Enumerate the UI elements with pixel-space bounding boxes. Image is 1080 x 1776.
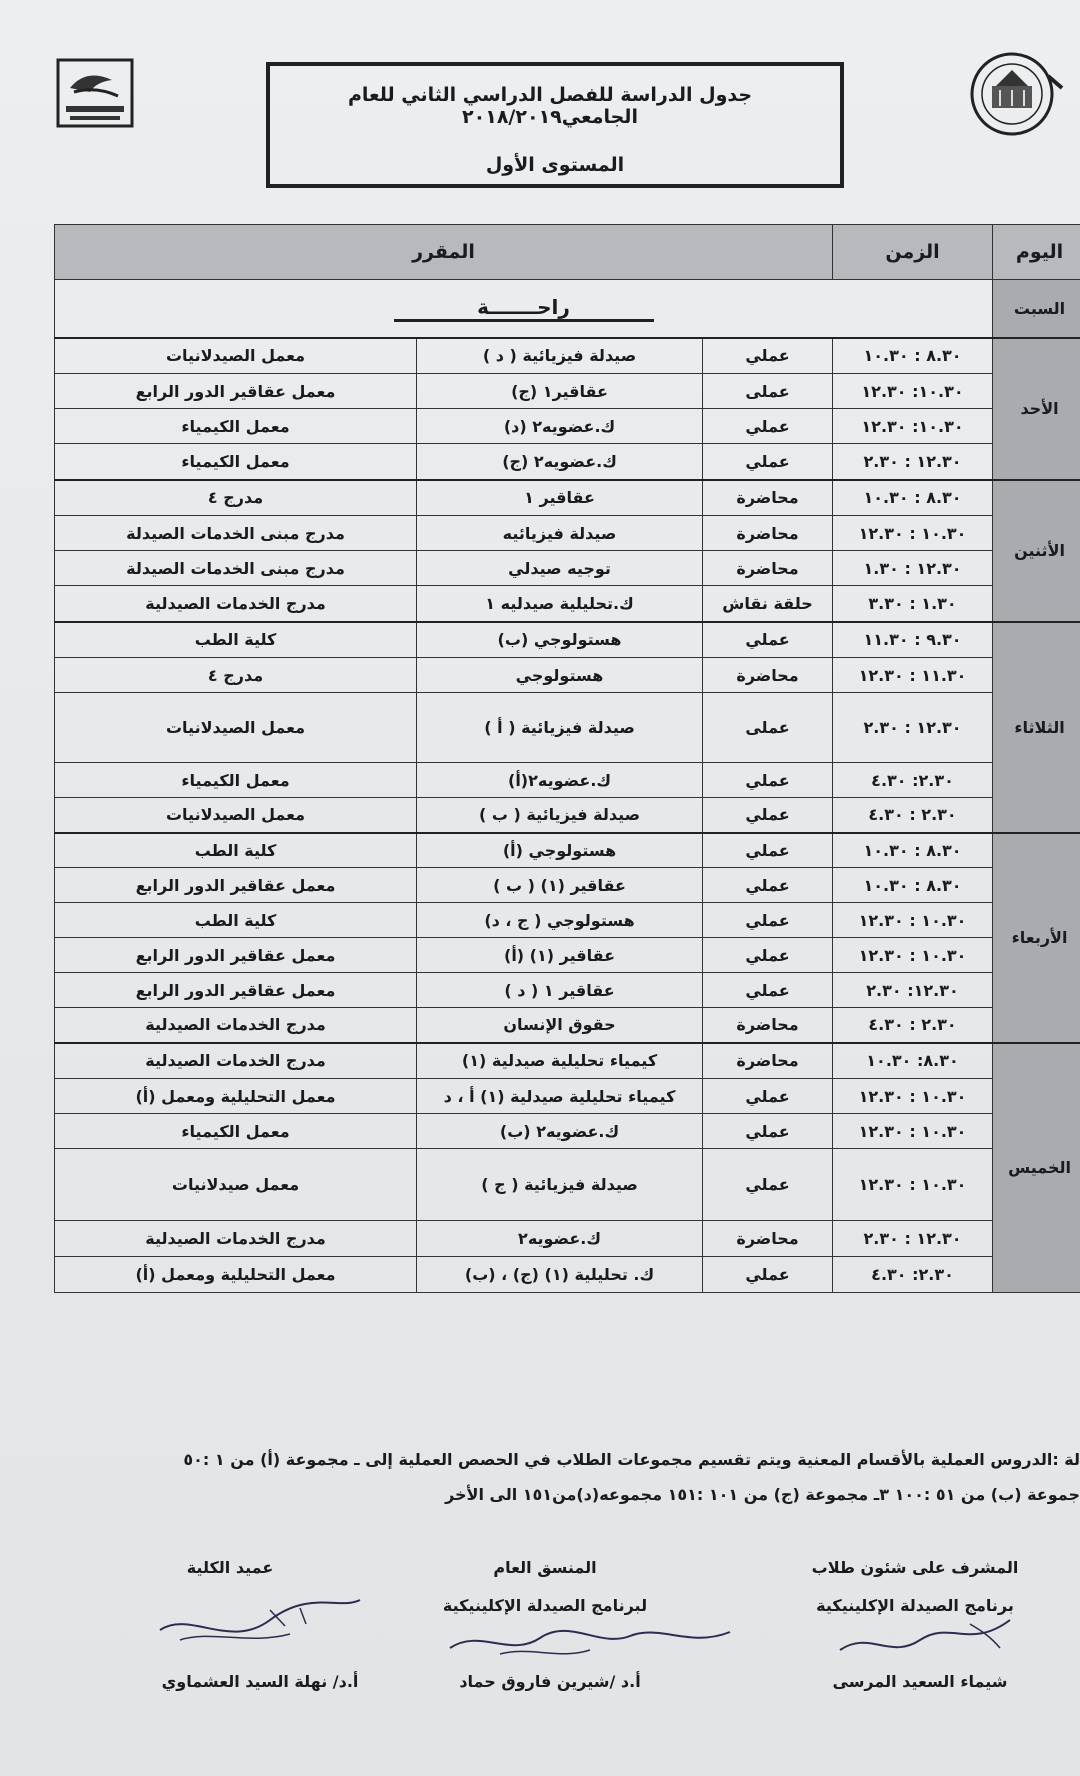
rest-label: راحـــــــة: [477, 294, 570, 319]
time-cell: ١.٣٠ : ٣.٣٠: [833, 586, 993, 622]
time-cell: ١٠.٣٠: ١٢.٣٠: [833, 374, 993, 409]
course-cell: هستولوجي (أ): [417, 833, 703, 868]
schedule-row: [55, 374, 1080, 409]
course-cell: عقاقير (١) (أ): [417, 938, 703, 973]
session-type-cell: عملي: [703, 763, 833, 798]
session-type-cell: عملى: [703, 374, 833, 409]
session-type-cell: محاضرة: [703, 516, 833, 551]
signature-left-title: عميد الكلية: [186, 1558, 274, 1577]
location-cell: معمل الكيمياء: [55, 444, 417, 480]
saturday-rest: [55, 280, 993, 338]
schedule-row: [55, 1114, 1080, 1149]
course-cell: عقاقير ١ ( د ): [417, 973, 703, 1008]
schedule-row: [55, 833, 1080, 868]
location-cell: معمل الصيدلانيات: [55, 338, 417, 374]
session-type-cell: محاضرة: [703, 658, 833, 693]
location-cell: مدرج الخدمات الصيدلية: [55, 1043, 417, 1079]
time-cell: ١٠.٣٠ : ١٢.٣٠: [833, 516, 993, 551]
session-type-cell: عملي: [703, 1257, 833, 1293]
session-type-cell: عملي: [703, 903, 833, 938]
schedule-row: [55, 551, 1080, 586]
schedule-row: [55, 1149, 1080, 1221]
session-type-cell: عملي: [703, 409, 833, 444]
schedule-row: [55, 1008, 1080, 1043]
course-cell: كيمياء تحليلية صيدلية (١): [417, 1043, 703, 1079]
time-cell: ٨.٣٠ : ١٠.٣٠: [833, 868, 993, 903]
time-cell: ٨.٣٠: ١٠.٣٠: [833, 1043, 993, 1079]
time-cell: ١١.٣٠ : ١٢.٣٠: [833, 658, 993, 693]
session-type-cell: عملي: [703, 622, 833, 658]
day-cell: الخميس: [993, 1043, 1080, 1293]
session-type-cell: عملي: [703, 1079, 833, 1114]
course-cell: صيدلة فيزيائية ( ب ): [417, 798, 703, 833]
course-cell: صيدلة فيزيائية ( أ ): [417, 693, 703, 763]
signature-right-program: برنامج الصيدلة الإكلينيكية: [816, 1596, 1014, 1615]
location-cell: مدرج ٤: [55, 480, 417, 516]
session-type-cell: محاضرة: [703, 1221, 833, 1257]
signature-right-name: شيماء السعيد المرسى: [832, 1672, 1008, 1691]
time-cell: ٢.٣٠ : ٤.٣٠: [833, 1008, 993, 1043]
schedule-row: [55, 938, 1080, 973]
signature-center-program: لبرنامج الصيدلة الإكلينيكية: [442, 1596, 648, 1615]
location-cell: مدرج مبنى الخدمات الصيدلة: [55, 551, 417, 586]
session-type-cell: عملي: [703, 798, 833, 833]
location-cell: كلية الطب: [55, 903, 417, 938]
schedule-row: [55, 658, 1080, 693]
time-cell: ١٠.٣٠ : ١٢.٣٠: [833, 1079, 993, 1114]
day-cell: الأثنين: [993, 480, 1080, 622]
time-cell: ١٢.٣٠ : ١.٣٠: [833, 551, 993, 586]
time-cell: ١٠.٣٠: ١٢.٣٠: [833, 409, 993, 444]
location-cell: معمل الكيمياء: [55, 763, 417, 798]
location-cell: معمل الكيمياء: [55, 1114, 417, 1149]
schedule-row: [55, 798, 1080, 833]
session-type-cell: عملي: [703, 444, 833, 480]
course-cell: ك.عضويه٢: [417, 1221, 703, 1257]
groups-note-line2: جموعة (ب) من ٥١ :١٠٠ ٣ـ مجموعة (ج) من ١٠١ :١٥١ مجموعه(د)من١٥١ الى الأخر: [445, 1485, 1080, 1504]
time-cell: ٢.٣٠ : ٤.٣٠: [833, 798, 993, 833]
time-cell: ٢.٣٠: ٤.٣٠: [833, 1257, 993, 1293]
location-cell: معمل عقاقير الدور الرابع: [55, 374, 417, 409]
groups-note-line1: لة :الدروس العملية بالأقسام المعنية ويتم تقسيم مجموعات الطلاب في الحصص العملية إلى ـ مجموعة (أ) من ١ :٥٠: [183, 1450, 1080, 1469]
schedule-row: [55, 868, 1080, 903]
location-cell: كلية الطب: [55, 833, 417, 868]
schedule-row: [55, 409, 1080, 444]
time-cell: ٩.٣٠ : ١١.٣٠: [833, 622, 993, 658]
pharmacy-faculty-logo: [56, 58, 134, 128]
course-cell: عقاقير (١) ( ب ): [417, 868, 703, 903]
schedule-row: [55, 973, 1080, 1008]
location-cell: مدرج ٤: [55, 658, 417, 693]
time-cell: ١٠.٣٠ : ١٢.٣٠: [833, 1149, 993, 1221]
location-cell: مدرج الخدمات الصيدلية: [55, 1221, 417, 1257]
session-type-cell: محاضرة: [703, 1043, 833, 1079]
location-cell: مدرج الخدمات الصيدلية: [55, 1008, 417, 1043]
title-box: [266, 62, 844, 188]
session-type-cell: محاضرة: [703, 480, 833, 516]
course-cell: ك.عضويه٢ (ج): [417, 444, 703, 480]
course-cell: ك. تحليلية (١) (ج) ، (ب): [417, 1257, 703, 1293]
location-cell: معمل التحليلية ومعمل (أ): [55, 1257, 417, 1293]
schedule-row: [55, 480, 1080, 516]
time-cell: ٨.٣٠ : ١٠.٣٠: [833, 833, 993, 868]
coordinator-handwritten-signature: [440, 1618, 740, 1668]
session-type-cell: عملي: [703, 938, 833, 973]
time-cell: ١٢.٣٠: ٢.٣٠: [833, 973, 993, 1008]
course-cell: حقوق الإنسان: [417, 1008, 703, 1043]
supervisor-handwritten-signature: [820, 1610, 1020, 1670]
document-title: جدول الدراسة للفصل الدراسي الثاني للعام الجامعي٢٠١٨/٢٠١٩: [347, 84, 753, 128]
course-cell: هستولوجي (ب): [417, 622, 703, 658]
course-cell: عقاقير١ (ج): [417, 374, 703, 409]
location-cell: مدرج مبنى الخدمات الصيدلة: [55, 516, 417, 551]
location-cell: معمل صيدلانيات: [55, 1149, 417, 1221]
time-cell: ١٠.٣٠ : ١٢.٣٠: [833, 1114, 993, 1149]
location-cell: مدرج الخدمات الصيدلية: [55, 586, 417, 622]
dean-handwritten-signature: [150, 1590, 370, 1660]
course-cell: صيدلة فيزيائية ( د ): [417, 338, 703, 374]
course-cell: توجيه صيدلي: [417, 551, 703, 586]
schedule-row: [55, 444, 1080, 480]
schedule-row: [55, 516, 1080, 551]
location-cell: كلية الطب: [55, 622, 417, 658]
location-cell: معمل عقاقير الدور الرابع: [55, 868, 417, 903]
level-subtitle: المستوى الأول: [485, 154, 625, 176]
session-type-cell: عملى: [703, 693, 833, 763]
schedule-row: [55, 338, 1080, 374]
course-cell: كيمياء تحليلية صيدلية (١) أ ، د: [417, 1079, 703, 1114]
location-cell: معمل الكيمياء: [55, 409, 417, 444]
signature-left-name: أ.د/ نهلة السيد العشماوي: [161, 1672, 359, 1691]
day-cell: الأربعاء: [993, 833, 1080, 1043]
schedule-row: [55, 693, 1080, 763]
column-header-course: المقرر: [55, 225, 833, 280]
course-cell: ك.تحليلية صيدليه ١: [417, 586, 703, 622]
signature-center-title: المنسق العام: [493, 1558, 597, 1577]
location-cell: معمل عقاقير الدور الرابع: [55, 973, 417, 1008]
day-cell: السبت: [993, 280, 1080, 338]
schedule-row: [55, 1079, 1080, 1114]
course-cell: صيدلة فيزيائية ( ج ): [417, 1149, 703, 1221]
course-cell: صيدلة فيزيائيه: [417, 516, 703, 551]
schedule-row: [55, 1221, 1080, 1257]
session-type-cell: محاضرة: [703, 551, 833, 586]
time-cell: ١٠.٣٠ : ١٢.٣٠: [833, 938, 993, 973]
schedule-row: [55, 622, 1080, 658]
session-type-cell: عملي: [703, 1114, 833, 1149]
schedule-row: [55, 1257, 1080, 1293]
rest-underline: [394, 319, 654, 322]
schedule-table: [54, 224, 1080, 1293]
course-cell: هستولوجي: [417, 658, 703, 693]
time-cell: ٨.٣٠ : ١٠.٣٠: [833, 480, 993, 516]
course-cell: ك.عضويه٢ (د): [417, 409, 703, 444]
day-cell: الثلاثاء: [993, 622, 1080, 833]
column-header-day: اليوم: [993, 225, 1080, 280]
location-cell: معمل عقاقير الدور الرابع: [55, 938, 417, 973]
time-cell: ١٢.٣٠ : ٢.٣٠: [833, 444, 993, 480]
session-type-cell: محاضرة: [703, 1008, 833, 1043]
time-cell: ١٢.٣٠ : ٢.٣٠: [833, 1221, 993, 1257]
session-type-cell: عملي: [703, 973, 833, 1008]
signature-right-title: المشرف على شئون طلاب: [811, 1558, 1019, 1577]
tanta-university-logo: [966, 46, 1064, 142]
course-cell: عقاقير ١: [417, 480, 703, 516]
location-cell: معمل التحليلية ومعمل (أ): [55, 1079, 417, 1114]
schedule-row: [55, 763, 1080, 798]
schedule-row: [55, 903, 1080, 938]
time-cell: ١٢.٣٠ : ٢.٣٠: [833, 693, 993, 763]
location-cell: معمل الصيدلانيات: [55, 693, 417, 763]
day-cell: الأحد: [993, 338, 1080, 480]
time-cell: ٢.٣٠: ٤.٣٠: [833, 763, 993, 798]
session-type-cell: عملي: [703, 1149, 833, 1221]
course-cell: ك.عضويه٢ (ب): [417, 1114, 703, 1149]
schedule-row: [55, 1043, 1080, 1079]
session-type-cell: عملي: [703, 868, 833, 903]
session-type-cell: عملي: [703, 338, 833, 374]
signature-center-name: أ.د /شيرين فاروق حماد: [459, 1672, 641, 1691]
session-type-cell: حلقة نقاش: [703, 586, 833, 622]
schedule-row: [55, 586, 1080, 622]
session-type-cell: عملي: [703, 833, 833, 868]
location-cell: معمل الصيدلانيات: [55, 798, 417, 833]
time-cell: ١٠.٣٠ : ١٢.٣٠: [833, 903, 993, 938]
column-header-time: الزمن: [833, 225, 993, 280]
course-cell: ك.عضويه٢(أ): [417, 763, 703, 798]
course-cell: هستولوجي ( ج ، د): [417, 903, 703, 938]
time-cell: ٨.٣٠ : ١٠.٣٠: [833, 338, 993, 374]
